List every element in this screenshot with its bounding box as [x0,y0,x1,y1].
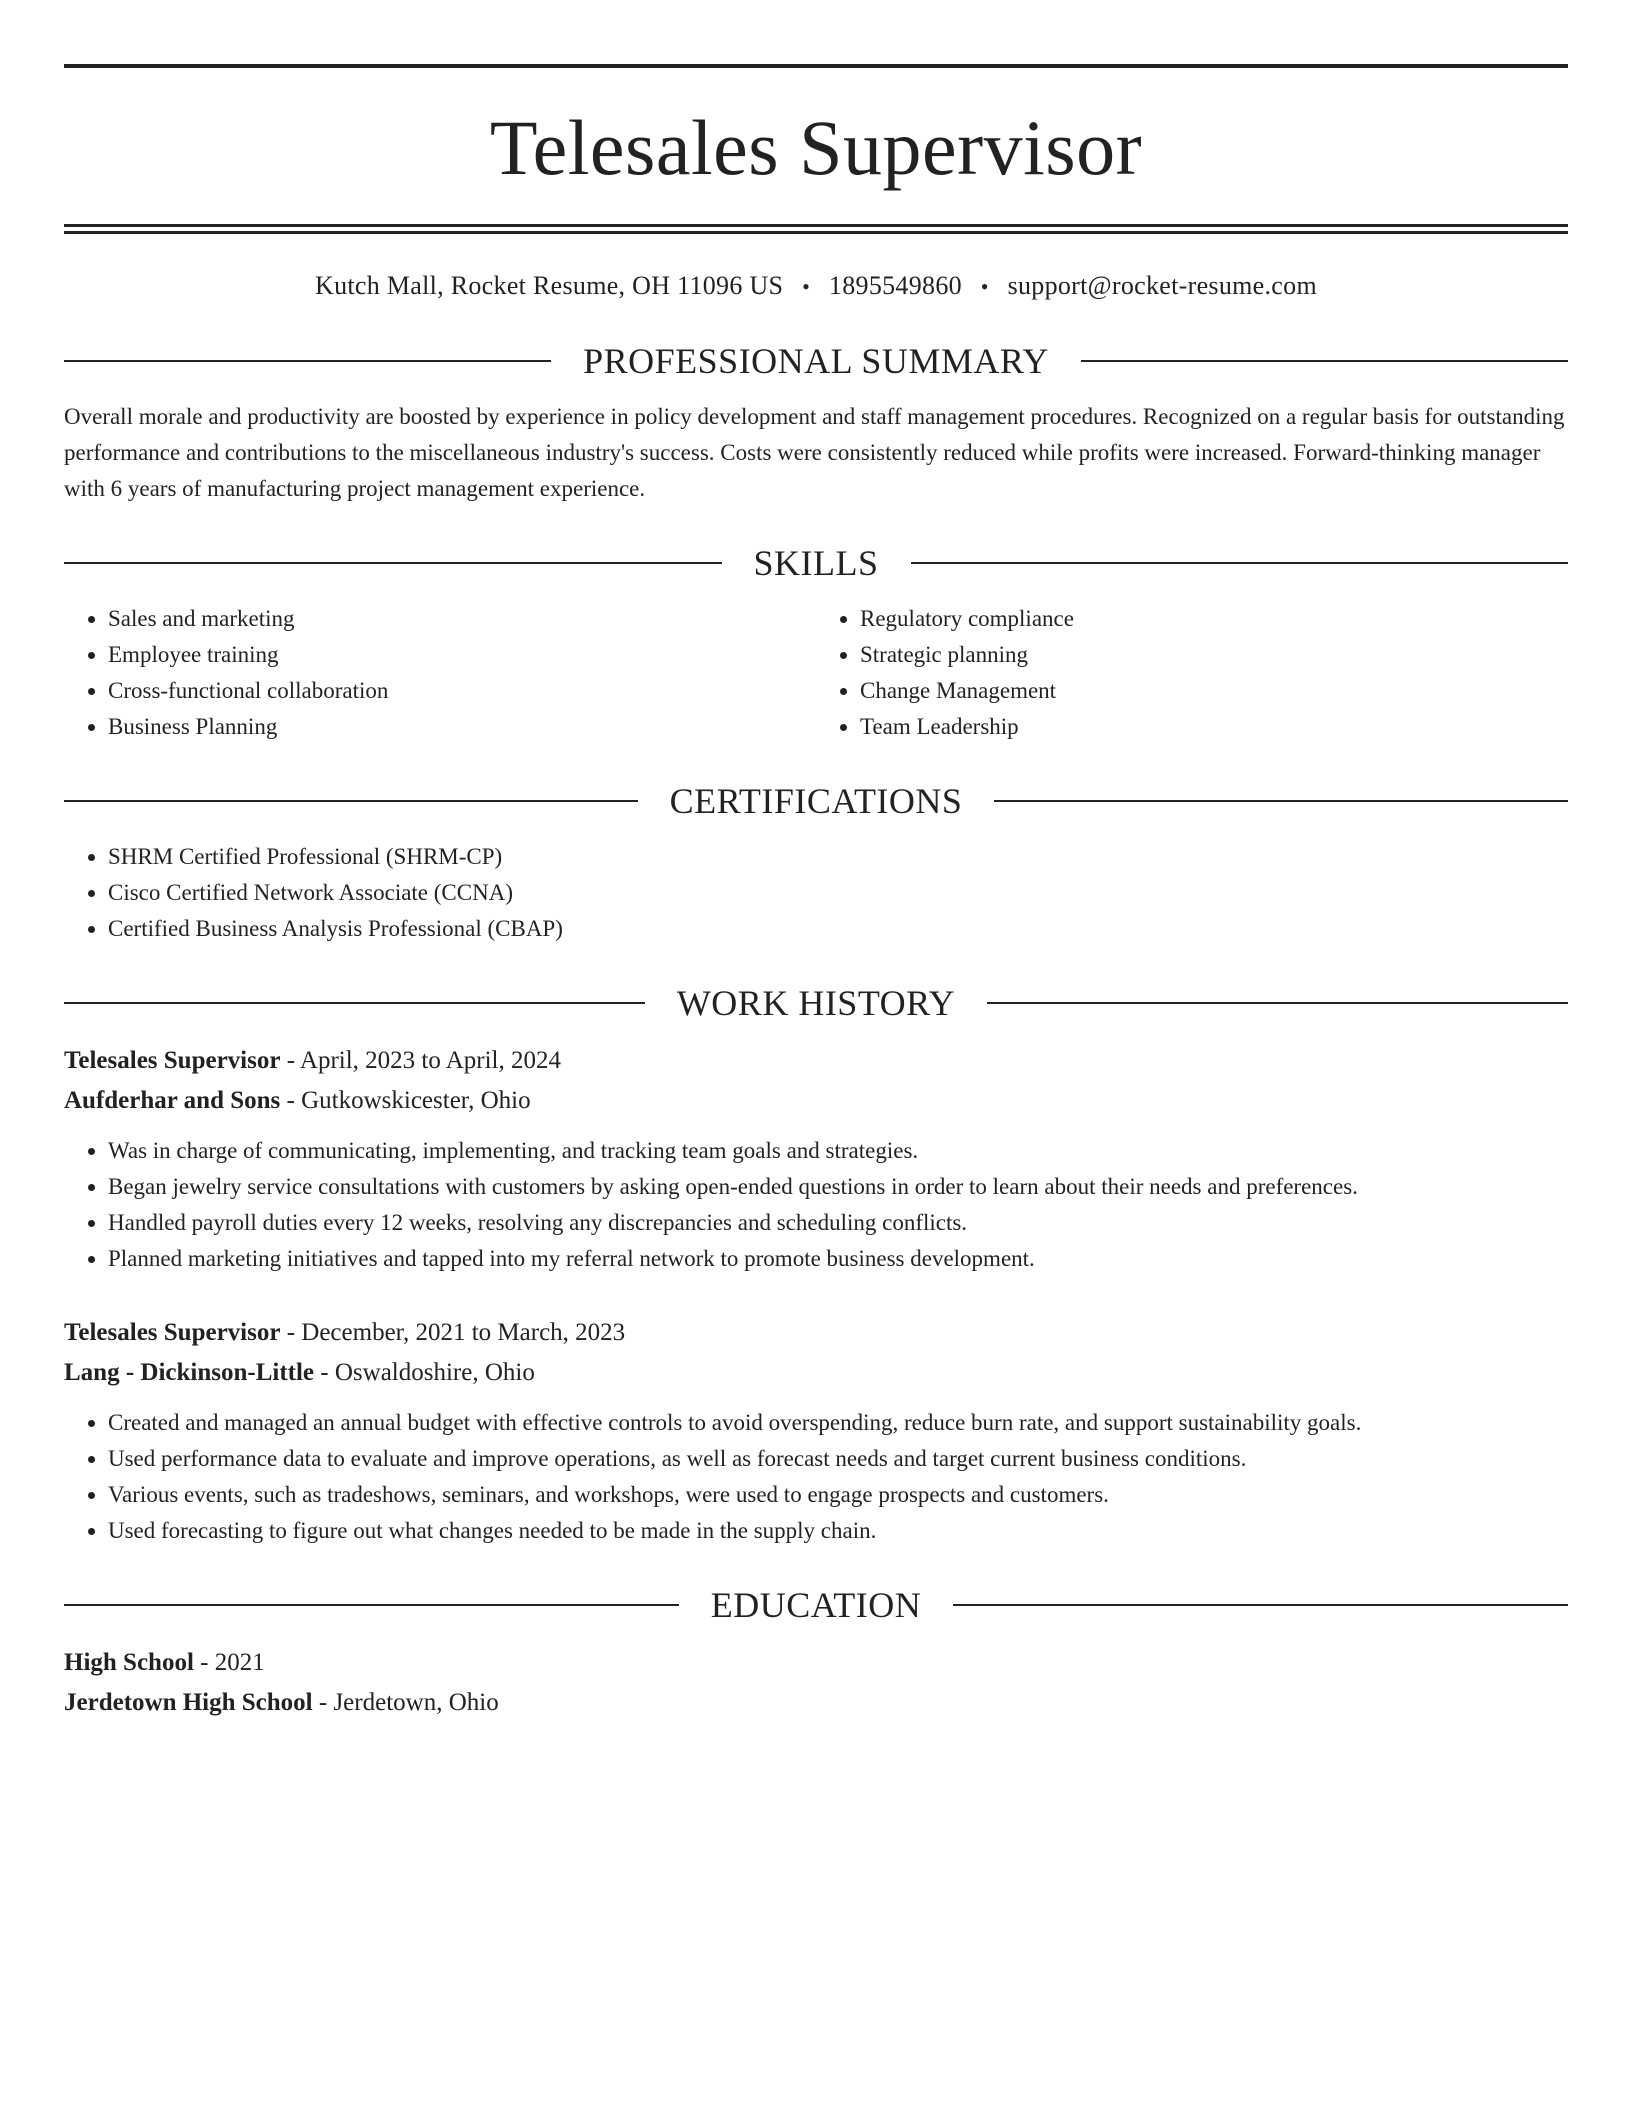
section-heading-work-history [64,981,1568,1025]
heading-rule-left [64,1604,679,1606]
job-duty-item: • Handled payroll duties every 12 weeks, resolving any discrepancies and scheduling conflicts. [108,1205,1568,1241]
education-degree: High School [64,1649,194,1676]
heading-rule-right [1081,360,1568,362]
section-title: PROFESSIONAL SUMMARY [583,341,1049,381]
contact-phone: 1895549860 [828,271,962,300]
job-entry [64,1313,1568,1549]
contact-separator: • [980,274,989,299]
section-heading-certifications [64,779,1568,823]
skill-item: • Cross-functional collaboration [108,673,816,709]
skill-item: • Employee training [108,637,816,673]
contact-email: support@rocket-resume.com [1007,271,1317,300]
education-location: - Jerdetown, Ohio [312,1689,499,1716]
job-duties-list [64,1405,1568,1549]
section-heading-skills [64,541,1568,585]
job-duty-item: • Planned marketing initiatives and tapped into my referral network to promote business development. [108,1241,1568,1277]
section-heading-summary [64,339,1568,383]
top-rule [64,64,1568,68]
section-title: SKILLS [753,543,879,583]
section-title: EDUCATION [710,1585,922,1625]
job-company: Aufderhar and Sons [64,1087,281,1114]
skills-column-left [64,601,816,745]
job-location: - Oswaldoshire, Ohio [314,1359,535,1386]
heading-rule-right [911,562,1569,564]
skills-column-right [816,601,1568,745]
education-year: - 2021 [193,1649,265,1676]
heading-rule-left [64,360,551,362]
job-company-line [64,1353,1568,1393]
education-entry [64,1643,1568,1723]
job-title-line [64,1041,1568,1081]
job-company: Lang - Dickinson-Little [64,1359,315,1386]
job-duty-item: • Used performance data to evaluate and improve operations, as well as forecast needs and target current business conditions. [108,1441,1568,1477]
job-duty-item: • Created and managed an annual budget with effective controls to avoid overspending, reduce burn rate, and support sustainability goals. [108,1405,1568,1441]
certifications-list [64,839,1568,947]
contact-address: Kutch Mall, Rocket Resume, OH 11096 US [315,271,784,300]
job-title: Telesales Supervisor [64,1047,281,1074]
job-dates: - December, 2021 to March, 2023 [280,1319,626,1346]
education-degree-line [64,1643,1568,1683]
title-double-rule [64,224,1568,234]
job-company-line [64,1081,1568,1121]
job-title: Telesales Supervisor [64,1319,281,1346]
heading-rule-right [953,1604,1568,1606]
contact-separator: • [802,274,811,299]
job-duty-item: • Various events, such as tradeshows, seminars, and workshops, were used to engage prospects and customers. [108,1477,1568,1513]
skill-item: • Sales and marketing [108,601,816,637]
skills-list [64,601,1568,745]
job-location: - Gutkowskicester, Ohio [280,1087,531,1114]
certification-item: • Cisco Certified Network Associate (CCNA) [108,875,1568,911]
job-dates: - April, 2023 to April, 2024 [280,1047,562,1074]
resume-title: Telesales Supervisor [489,104,1143,191]
section-heading-education [64,1583,1568,1627]
heading-rule-left [64,1002,645,1004]
heading-rule-right [994,800,1568,802]
summary-text: Overall morale and productivity are boosted by experience in policy development and staff management procedures. Recognized on a regular basis for outstanding performance and contributions to the miscellaneous industry's success. Costs were consistently reduced while profits were increased. Forward-thinking manager with 6 years of manufacturing project management experience. [64,404,1565,501]
heading-rule-left [64,800,638,802]
skill-item: • Change Management [860,673,1568,709]
heading-rule-left [64,562,722,564]
education-school: Jerdetown High School [64,1689,313,1716]
certification-item: • Certified Business Analysis Professional (CBAP) [108,911,1568,947]
skill-item: • Business Planning [108,709,816,745]
job-duty-item: • Was in charge of communicating, implementing, and tracking team goals and strategies. [108,1133,1568,1169]
resume-page [64,64,1568,1723]
education-school-line [64,1683,1568,1723]
section-title: WORK HISTORY [676,983,956,1023]
job-title-line [64,1313,1568,1353]
job-duty-item: • Used forecasting to figure out what changes needed to be made in the supply chain. [108,1513,1568,1549]
skill-item: • Strategic planning [860,637,1568,673]
certification-item: • SHRM Certified Professional (SHRM-CP) [108,839,1568,875]
job-duty-item: • Began jewelry service consultations with customers by asking open-ended questions in order to learn about their needs and preferences. [108,1169,1568,1205]
skill-item: • Team Leadership [860,709,1568,745]
skill-item: • Regulatory compliance [860,601,1568,637]
job-entry [64,1041,1568,1277]
section-title: CERTIFICATIONS [669,781,963,821]
job-duties-list [64,1133,1568,1277]
contact-line [64,268,1568,305]
heading-rule-right [987,1002,1568,1004]
